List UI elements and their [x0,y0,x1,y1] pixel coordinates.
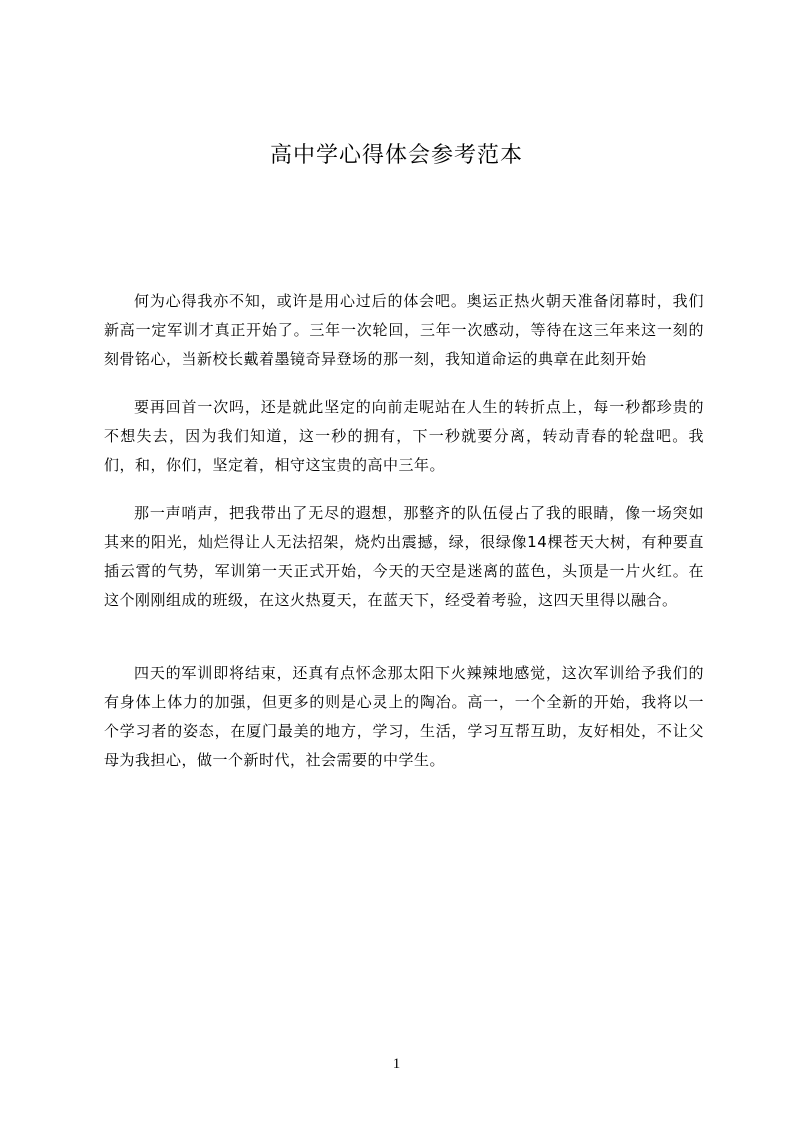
page-title: 高中学心得体会参考范本 [269,143,523,168]
paragraph-2 [104,393,704,480]
paragraph-text: 那一声哨声，把我带出了无尽的遐想，那整齐的队伍侵占了我的眼睛，像一场突如其来的阳光，灿烂得让人无法招架，烧灼出震撼，绿，很绿像14棵苍天大树，有种要直插云霄的气势，军训第一天正式开始，今天的天空是迷离的蓝色，头顶是一片火红。在这个刚刚组成的班级，在这火热夏天，在蓝天下，经受着考验，这四天里得以融合。 [104,504,704,609]
paragraph-3 [104,499,704,615]
paragraph-text: 何为心得我亦不知，或许是用心过后的体会吧。奥运正热火朝天准备闭幕时，我们新高一定军训才真正开始了。三年一次轮回，三年一次感动，等待在这三年来这一刻的刻骨铭心，当新校长戴着墨镜奇异登场的那一刻，我知道命运的典章在此刻开始 [104,292,704,368]
paragraph-1 [104,287,704,374]
paragraph-text: 四天的军训即将结束，还真有点怀念那太阳下火辣辣地感觉，这次军训给予我们的有身体上体力的加强，但更多的则是心灵上的陶冶。高一，一个全新的开始，我将以一个学习者的姿态，在厦门最美的地方，学习，生活，学习互帮互助，友好相处，不让父母为我担心，做一个新时代，社会需要的中学生。 [104,664,704,769]
paragraph-4 [104,659,704,775]
page-number: 1 [392,1056,401,1072]
paragraph-text: 要再回首一次吗，还是就此坚定的向前走呢站在人生的转折点上，每一秒都珍贵的不想失去，因为我们知道，这一秒的拥有，下一秒就要分离，转动青春的轮盘吧。我们，和，你们，坚定着，相守这宝贵的高中三年。 [104,398,704,474]
